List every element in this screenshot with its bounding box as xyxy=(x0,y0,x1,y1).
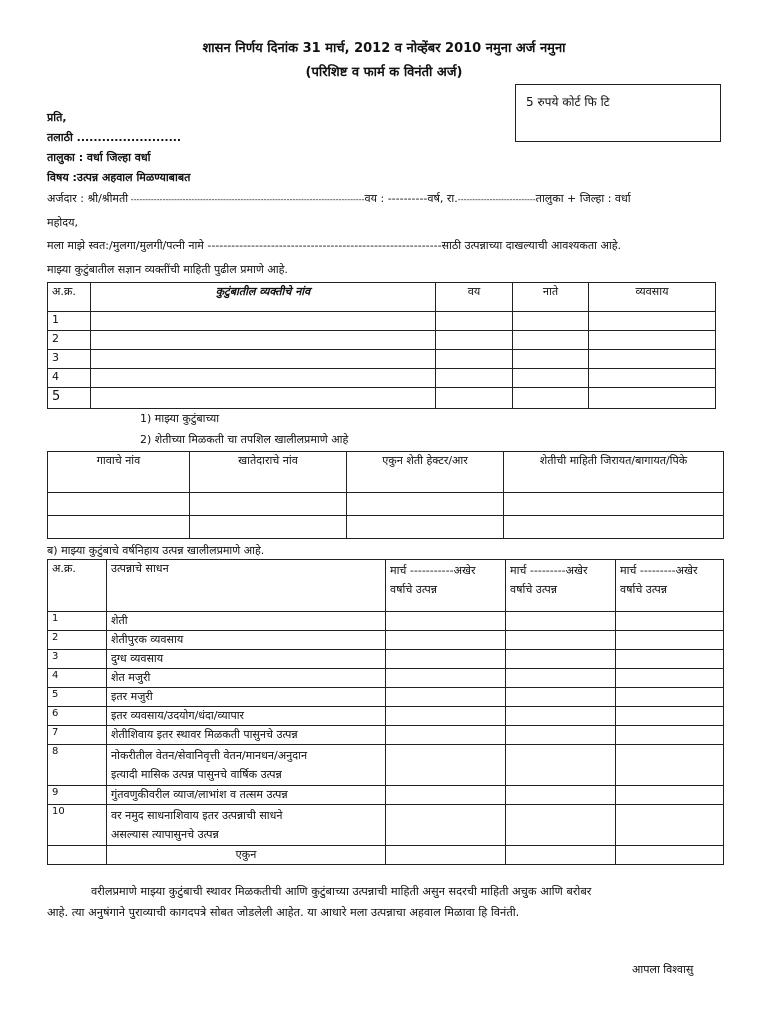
income-cell[interactable] xyxy=(616,650,724,669)
applicant-age: वय : ----------वर्ष, रा. xyxy=(364,192,458,205)
family-cell[interactable] xyxy=(589,331,716,350)
income-header-year-2 xyxy=(506,560,616,612)
family-header-name: कुटुंबातील व्यक्तीचे नांव xyxy=(91,283,436,312)
address-taluka: तालुका : वर्धा जिल्हा वर्धा xyxy=(47,151,151,164)
family-cell[interactable] xyxy=(91,369,436,388)
applicant-district: तालुका + जिल्हा : वर्धा xyxy=(535,192,631,205)
income-cell[interactable] xyxy=(506,805,616,846)
income-row-no: 7 xyxy=(48,726,107,745)
family-header-relation: नाते xyxy=(513,283,589,312)
income-cell[interactable] xyxy=(506,650,616,669)
income-cell[interactable] xyxy=(506,786,616,805)
family-cell[interactable] xyxy=(436,388,513,409)
family-cell[interactable] xyxy=(589,312,716,331)
income-header-no: अ.क्र. xyxy=(48,560,107,612)
list-item-1: 1) माझ्या कुटुंबाच्या xyxy=(140,412,220,425)
family-header-occupation: व्यवसाय xyxy=(589,283,716,312)
income-cell[interactable] xyxy=(506,688,616,707)
family-cell[interactable] xyxy=(91,312,436,331)
family-table xyxy=(47,282,716,409)
income-cell[interactable] xyxy=(386,726,506,745)
income-intro: ब) माझ्या कुटुंबाचे वर्षनिहाय उत्पन्न खालीलप्रमाणे आहे. xyxy=(47,544,265,557)
income-row-no: 9 xyxy=(48,786,107,805)
income-source xyxy=(107,805,386,846)
income-source: शेती xyxy=(107,612,386,631)
income-cell[interactable] xyxy=(616,707,724,726)
income-cell[interactable] xyxy=(506,631,616,650)
land-cell[interactable] xyxy=(347,493,504,516)
income-cell[interactable] xyxy=(616,805,724,846)
family-row-no: 3 xyxy=(48,350,91,369)
income-cell[interactable] xyxy=(506,612,616,631)
income-source-line: वर नमुद साधनाशिवाय इतर उत्पन्नाची साधने xyxy=(111,809,283,822)
income-source xyxy=(107,745,386,786)
income-source: शेतीशिवाय इतर स्थावर मिळकती पासुनचे उत्पन्न xyxy=(107,726,386,745)
family-cell[interactable] xyxy=(589,350,716,369)
family-cell[interactable] xyxy=(436,331,513,350)
family-cell[interactable] xyxy=(513,350,589,369)
income-header-year-1 xyxy=(386,560,506,612)
salutation: महोदय, xyxy=(47,216,78,229)
family-cell[interactable] xyxy=(513,369,589,388)
closing-line-1: वरीलप्रमाणे माझ्या कुटुंबाची स्थावर मिळकतीची आणि कुटुंबाच्या उत्पन्नाची माहिती असुन सदरची माहिती अचुक आणि बरोबर xyxy=(91,885,592,898)
family-row-no: 5 xyxy=(48,388,91,409)
land-cell[interactable] xyxy=(347,516,504,539)
family-header-no: अ.क्र. xyxy=(48,283,91,312)
family-header-age: वय xyxy=(436,283,513,312)
request-part2: साठी उत्पन्नाच्या दाखल्याची आवश्यकता आहे. xyxy=(441,239,622,252)
income-header-source: उत्पन्नाचे साधन xyxy=(107,560,386,612)
land-cell[interactable] xyxy=(190,516,347,539)
income-row-no: 5 xyxy=(48,688,107,707)
form-title: शासन निर्णय दिनांक 31 मार्च, 2012 व नोव्हेंबर 2010 नमुना अर्ज नमुना xyxy=(202,41,566,56)
year-label: मार्च -----------अखेर xyxy=(390,564,476,577)
year-sub-label: वर्षाचे उत्पन्न xyxy=(510,583,557,596)
income-cell[interactable] xyxy=(386,786,506,805)
income-total-no xyxy=(48,846,107,865)
income-total-cell[interactable] xyxy=(616,846,724,865)
income-row-no: 3 xyxy=(48,650,107,669)
applicant-address-blank: --------------------------- xyxy=(457,195,536,204)
family-row-no: 2 xyxy=(48,331,91,350)
income-row-no: 2 xyxy=(48,631,107,650)
income-cell[interactable] xyxy=(616,631,724,650)
land-cell[interactable] xyxy=(504,493,724,516)
year-label: मार्च ---------अखेर xyxy=(620,564,698,577)
family-intro: माझ्या कुटुंबातील सज्ञान व्यक्तींची माहिती पुढील प्रमाणे आहे. xyxy=(47,263,288,276)
family-cell[interactable] xyxy=(436,350,513,369)
applicant-label: अर्जदार : श्री/श्रीमती xyxy=(47,192,129,205)
court-fee-label: 5 रुपये कोर्ट फि टि xyxy=(526,95,610,109)
request-part1: मला माझे स्वत:/मुलगा/मुलगी/पत्नी नामे ----------------------------------------------------------- xyxy=(47,239,442,252)
income-cell[interactable] xyxy=(386,669,506,688)
land-table xyxy=(47,451,724,539)
court-fee-box xyxy=(515,84,721,142)
land-cell[interactable] xyxy=(48,493,190,516)
family-cell[interactable] xyxy=(589,388,716,409)
land-cell[interactable] xyxy=(48,516,190,539)
income-source-line: नोकरीतील वेतन/सेवानिवृत्ती वेतन/मानधन/अनुदान xyxy=(111,749,308,762)
income-row-no: 1 xyxy=(48,612,107,631)
income-cell[interactable] xyxy=(386,650,506,669)
income-cell[interactable] xyxy=(616,726,724,745)
income-row-no: 10 xyxy=(48,805,107,846)
form-subtitle: (परिशिष्ट व फार्म क विनंती अर्ज) xyxy=(305,65,463,80)
income-source: इतर मजुरी xyxy=(107,688,386,707)
income-cell[interactable] xyxy=(386,707,506,726)
applicant-line xyxy=(47,191,631,206)
list-item-2: 2) शेतीच्या मिळकती चा तपशिल खालीलप्रमाणे आहे xyxy=(140,433,349,446)
income-header-year-3 xyxy=(616,560,724,612)
family-cell[interactable] xyxy=(513,312,589,331)
subject-line: विषय :उत्पन्न अहवाल मिळण्याबाबत xyxy=(47,171,191,184)
closing-paragraph-2 xyxy=(47,902,723,923)
income-total-cell[interactable] xyxy=(386,846,506,865)
income-row-no: 6 xyxy=(48,707,107,726)
family-cell[interactable] xyxy=(513,331,589,350)
family-row-no: 4 xyxy=(48,369,91,388)
land-header-area: एकुन शेती हेक्टर/आर xyxy=(347,452,504,493)
income-total-cell[interactable] xyxy=(506,846,616,865)
family-cell[interactable] xyxy=(91,388,436,409)
family-cell[interactable] xyxy=(589,369,716,388)
land-header-crop-info: शेतीची माहिती जिरायत/बागायत/पिके xyxy=(504,452,724,493)
income-cell[interactable] xyxy=(386,805,506,846)
income-cell[interactable] xyxy=(386,745,506,786)
closing-line-2: आहे. त्या अनुषंगाने पुराव्याची कागदपत्रे सोबत जोडलेली आहेत. या आधारे मला उत्पन्नाचा अहवाल मिळावा हि विनंती. xyxy=(47,906,520,919)
income-source: शेतीपुरक व्यवसाय xyxy=(107,631,386,650)
income-cell[interactable] xyxy=(386,688,506,707)
income-cell[interactable] xyxy=(506,745,616,786)
income-source: इतर व्यवसाय/उदयोग/धंदा/व्यापार xyxy=(107,707,386,726)
family-cell[interactable] xyxy=(436,312,513,331)
income-row-no: 8 xyxy=(48,745,107,786)
land-header-village: गावाचे नांव xyxy=(48,452,190,493)
year-sub-label: वर्षाचे उत्पन्न xyxy=(390,583,437,596)
income-cell[interactable] xyxy=(506,707,616,726)
year-label: मार्च ---------अखेर xyxy=(510,564,588,577)
family-cell[interactable] xyxy=(91,350,436,369)
family-cell[interactable] xyxy=(91,331,436,350)
income-table xyxy=(47,559,724,865)
income-source: शेत मजुरी xyxy=(107,669,386,688)
family-cell[interactable] xyxy=(436,369,513,388)
family-row-no: 1 xyxy=(48,312,91,331)
income-cell[interactable] xyxy=(616,745,724,786)
income-cell[interactable] xyxy=(616,786,724,805)
address-to: प्रति, xyxy=(47,111,67,124)
income-source: गुंतवणुकीवरील व्याज/लाभांश व तत्सम उत्पन्न xyxy=(107,786,386,805)
land-cell[interactable] xyxy=(190,493,347,516)
applicant-name-blank: --------------------------------------------------------------------------------- xyxy=(128,195,365,204)
income-row-no: 4 xyxy=(48,669,107,688)
income-total-label: एकुन xyxy=(107,846,386,865)
signoff: आपला विश्वासु xyxy=(632,963,694,976)
income-cell[interactable] xyxy=(386,612,506,631)
address-talathi: तलाठी ......................... xyxy=(47,131,182,144)
income-cell[interactable] xyxy=(386,631,506,650)
income-source-line: इत्यादी मासिक उत्पन्न पासुनचे वार्षिक उत्पन्न xyxy=(111,768,282,781)
income-source-line: असल्यास त्यापासुनचे उत्पन्न xyxy=(111,828,219,841)
family-cell[interactable] xyxy=(513,388,589,409)
land-cell[interactable] xyxy=(504,516,724,539)
income-cell[interactable] xyxy=(616,669,724,688)
income-cell[interactable] xyxy=(506,669,616,688)
land-header-holder: खातेदाराचे नांव xyxy=(190,452,347,493)
closing-paragraph xyxy=(47,881,723,902)
income-cell[interactable] xyxy=(506,726,616,745)
year-sub-label: वर्षाचे उत्पन्न xyxy=(620,583,667,596)
request-line xyxy=(47,238,621,253)
income-cell[interactable] xyxy=(616,688,724,707)
income-source: दुग्ध व्यवसाय xyxy=(107,650,386,669)
income-cell[interactable] xyxy=(616,612,724,631)
